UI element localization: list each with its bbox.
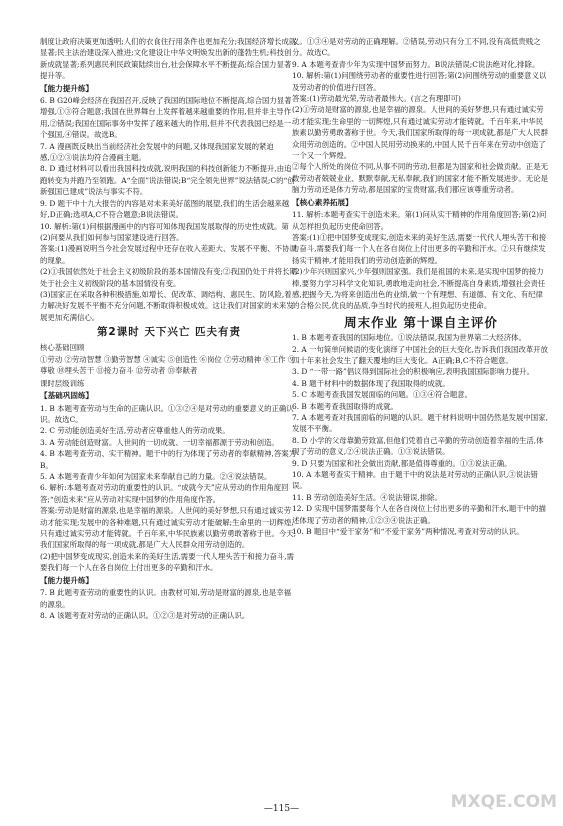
paragraph: 11. B 劳动创造美好生活。④说法错误,排除。	[292, 492, 442, 502]
paragraph: 义。①③④是对劳动的正确理解。②错误,劳动只有分工不同,没有高低贵贱之分。故选C。	[292, 37, 541, 58]
paragraph: 答案:劳动是财富的源泉,也是幸福的源泉。人世间的美好梦想,只有通过诚实劳动才能实现;发展中的各种难题,只有通过诚实劳动才能破解;生命里的一切辉煌,只有通过诚实劳动才能铸就。千百年来,中华民族素以勤劳勇敢著称于世。今天,我们国家所取得的每一项成就,都是广大人民群众用劳动创造的。	[40, 506, 296, 550]
paragraph: 9. D 题干中十九大报告的内容是对未来美好蓝图的展望,我们的生活会越来越好,D正确;选项A,C不符合题意;B说法错误。	[40, 198, 290, 220]
paragraph: 12. D 实现中国梦需要每个人在各自岗位上付出更多的辛勤和汗水,题干中的描述体现了劳动者的精神,①②③④说法正确。	[292, 504, 546, 525]
paragraph: 4. B 题干材料中的数据体现了我国取得的成就。	[292, 378, 450, 388]
section-heading: 【能力提升练】	[40, 83, 94, 93]
section-heading: 【核心素养拓展】	[292, 197, 353, 207]
paragraph: 10. 解析:第(1)问围绕劳动者的重要性进行回答;第(2)问围绕劳动的重要意义以及劳动者的价值进行回答。	[292, 71, 547, 92]
paragraph: 6. B G20峰会经济在我国召开,反映了我国的国际地位不断提高,综合国力显著增强,①③符合题意;我国在世界舞台上发挥着越来越重要的作用,但并非主导作用,②错误;我国在国际事务中发挥了越来越大的作用,但并不代表我国已经是一个强国,④错误。故选B。	[40, 96, 292, 140]
paragraph: (2)①劳动是财富的源泉,也是幸福的源泉。人世间的美好梦想,只有通过诚实劳动才能实现;生命里的一切辉煌,只有通过诚实劳动才能铸就。千百年来,中华民族素以勤劳勇敢著称于世。今天,我们国家所取得的每一项成就,都是广大人民群众用劳动创造的。②中国人民用劳动换来的,中国人民千百年来在劳动中创造了一个又一个辉煌。	[292, 105, 548, 161]
paragraph: (2)少年兴则国家兴,少年强则国家强。我们是祖国的未来,是实现中国梦的接力棒,要努力学习科学文化知识,勇敢地走向社会,不断提高自身素质,增强社会责任感,把握今天,为将来创造出色的业绩,做一个有理想、有道德、有文化、有纪律的合格公民,优良的品质,争当时代的接班人,担负起历史使命。	[292, 267, 546, 311]
paragraph: 5. A 本题考查青少年如何为国家未来奉献自己的力量。②④说法错误。	[40, 472, 272, 482]
paragraph: 答案:(1)漫画说明当今社会发展过程中还存在收入差距大、发展不平衡、不协调的现象。	[40, 244, 297, 265]
paragraph: 9. D 只要为国家和社会做出贡献,都是值得尊重的。①③说法正确。	[292, 458, 512, 468]
paragraph: 7. A 本题考查对我国面临的问题的认识。题干材料说明中国仍然是发展中国家,发展不平衡。	[292, 413, 548, 434]
paragraph: 4. B 本题考查劳动、实干精神。题干中的行为体现了劳动者的奉献精神,答案为B。	[40, 449, 297, 470]
paragraph: 9. A 本题考查青少年为实现中国梦而努力。B说法错误;C说法绝对化,排除。	[292, 59, 540, 69]
paragraph: 制度让政府决策更加透明;人们的衣食住行用条件也更加充分;我国经济增长成就显著;民主法治建设深入推进;文化建设让中华文明焕发出新的蓬勃生机;科技创新成就显著;系列惠民利民政策陆续出台,社会保障水平不断提高;综合国力显著提升等。	[40, 37, 297, 81]
section-heading: 【基础巩固练】	[40, 391, 94, 401]
page-number: —115—	[263, 804, 300, 814]
paragraph: (2)①我国依然处于社会主义初级阶段的基本国情没有变;②我国仍处于并将长期处于社会主义初级阶段的基本国情没有变。	[40, 267, 297, 288]
chapter-title: 周末作业 第十课自主评价	[344, 314, 498, 330]
sub-heading: 核心基础回顾	[40, 342, 85, 352]
sub-heading: 课时层级训练	[40, 378, 85, 388]
paragraph: 11. 解析:本题考查实干创造未来。第(1)问从实干精神的作用角度回答;第(2)问从怎样担负起历史使命回答。	[292, 210, 547, 231]
paragraph: 7. B 此题考查劳动的重要性的认识。由教材可知,劳动是财富的源泉,也是幸福的源泉。	[40, 588, 291, 609]
paragraph: 7. A 漫画既反映出当前经济社会发展中的问题,又体现我国家发展的紧迫感,①②③说法均符合漫画主题。	[40, 141, 274, 163]
paragraph: 8. A 该题考查对劳动的正确认识。①②③是对劳动的正确认识。	[40, 610, 250, 620]
lesson-title: 第2课时 天下兴亡 匹夫有责	[96, 326, 242, 339]
paragraph: 1. B 本题考查劳动与生命的正确认识。①③②④是对劳动的重要意义的正确认识。故选C。	[40, 403, 294, 424]
paragraph: 5. C 本题考查我国发展面临的问题。①③④符合题意。	[292, 390, 473, 400]
paragraph: 2. A 一句简单问候语的变化演绎了中国社会的巨大变化,告诉我们我国改革开放四十年来社会发生了翻天覆地的巨大变化。A正确;B,C不符合题意。	[292, 344, 548, 365]
paragraph: 10. A 本题考查实干精神。由于题干中的说法是对劳动的正确认识,③说法错误。	[292, 470, 538, 491]
paragraph: 10. 解析:第(1)问根据漫画中的内容可知体现我国发展取得的历史性成就。第(2)问要从我们如何参与国家建设进行回答。	[40, 221, 289, 242]
paragraph: 2. C 劳动能创造美好生活,劳动者应尊重他人的劳动成果。	[40, 426, 230, 436]
paragraph: 答案:(1)劳动最光荣,劳动者最伟大。(言之有理即可)	[292, 94, 461, 104]
watermark: MXQE.COM	[450, 792, 557, 812]
paragraph: 3. A 劳动能创造财富。人世间的一切成就、一切幸福都源于劳动和创造。	[40, 437, 279, 447]
paragraph: 6. B 本题考查我国取得的成就。	[292, 401, 398, 411]
paragraph: (2)把中国梦变成现实,创造未来的美好生活,需要一代人埋头苦干和接力奋斗,需要我们每一个人在各自岗位上付出更多的辛勤和汗水。	[40, 551, 295, 573]
paragraph: 3. D “一带一路”倡议得到国际社会的积极响应,表明我国国际影响力提升。	[292, 367, 534, 377]
right-column	[292, 36, 550, 537]
paragraph: 答案:(1)①把中国梦变成现实,创造未来的美好生活,需要一代代人埋头苦干和接力奋斗,需要我们每一个人在各自岗位上付出更多的辛勤和汗水。②只有继续发扬实干精神,才能用我们的劳动创造新的辉煌。	[292, 232, 547, 265]
paragraph: 8. D 通过材料可以看出我国科技成就,说明我国的科技创新能力不断提升,由追跑转变为并跑乃至领跑。A“全面”说法错误;B“完全领先世界”说法错误;C的“创新强国已建成”说法与事实不符。	[40, 164, 295, 197]
paragraph: ②每个人所处的岗位不同,从事不同的劳动,但都是为国家和社会做贡献。正是无数劳动者兢兢业业、默默奉献,无私奉献,我们的国家才能不断发展进步。无论是脑力劳动还是体力劳动,都是国家的宝贵财富,我们都应该尊重劳动者。	[292, 162, 548, 195]
key-terms: ①劳动 ②劳动智慧 ③勤劳智慧 ④诚实 ⑤创造性 ⑥岗位 ⑦劳动精神 ⑧工作 ⑨尊敬 ⑩埋头苦干 ⑪接力奋斗 ⑫劳动者 ⑬奉献者	[40, 354, 296, 376]
paragraph: 1. B 本题考查我国的国际地位。①说法错误,我国为世界第二大经济体。	[292, 333, 526, 343]
section-heading: 【能力提升练】	[40, 575, 94, 585]
paragraph: (3)国家正在采取各种积极措施,如增长、促改革、调结构、惠民生、防风险,着力解决好发展不平衡不充分问题,不断取得积极成效。这让我们对国家的未来发展更加充满信心。	[40, 289, 294, 322]
left-column	[40, 36, 298, 621]
paragraph: 10. B 题目中“爱干家务”和“不爱干家务”两种情况,考查对劳动的认识。	[292, 527, 524, 537]
paragraph: 6. 解析:本题考查对劳动的重要性的认识。“成就今天”应从劳动的作用角度回答;“创造未来”应从劳动对实现中国梦的作用角度作答。	[40, 483, 289, 504]
paragraph: 8. D 小学的父母靠勤劳致富,但他们凭着自己辛勤的劳动创造着幸福的生活,体现了劳动的意义,②④说法正确。①③说法错误。	[292, 435, 544, 457]
